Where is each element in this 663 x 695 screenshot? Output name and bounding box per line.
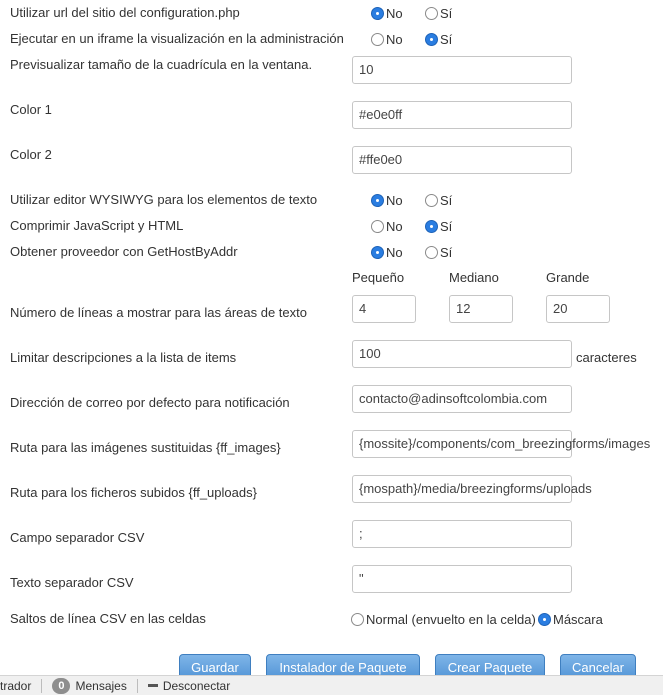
textarea-lines-small-input[interactable]: 4	[352, 295, 416, 323]
create-package-button[interactable]: Crear Paquete	[435, 654, 545, 684]
radio-selected-icon	[425, 33, 438, 46]
radio-selected-icon	[538, 613, 551, 626]
radio-unselected-icon	[371, 33, 384, 46]
radio-selected-icon	[371, 7, 384, 20]
wysiwyg-label: Utilizar editor WYSIWYG para los elementos de texto	[10, 192, 318, 207]
desc-limit-input[interactable]: 100	[352, 340, 572, 368]
csv-field-sep-input[interactable]: ;	[352, 520, 572, 548]
package-installer-button[interactable]: Instalador de Paquete	[266, 654, 420, 684]
desc-limit-label: Limitar descripciones a la lista de items	[10, 350, 237, 365]
radio-selected-icon	[425, 220, 438, 233]
status-bar	[0, 675, 663, 695]
textarea-lines-label: Número de líneas a mostrar para las áreas de texto	[10, 305, 307, 320]
csv-linebreaks-label: Saltos de línea CSV en las celdas	[10, 611, 206, 626]
messages-count-badge: 0	[52, 678, 70, 694]
radio-unselected-icon	[425, 7, 438, 20]
logout-status-item[interactable]	[138, 679, 240, 693]
use-site-url-label: Utilizar url del sitio del configuration.php	[10, 5, 240, 20]
images-path-input[interactable]: {mossite}/components/com_breezingforms/images	[352, 430, 572, 458]
csv-linebreaks-normal-radio[interactable]: Normal (envuelto en la celda)	[351, 612, 536, 627]
color2-label: Color 2	[10, 147, 52, 162]
radio-unselected-icon	[425, 246, 438, 259]
images-path-label: Ruta para las imágenes sustituidas {ff_images}	[10, 440, 281, 455]
messages-status-item[interactable]	[42, 679, 137, 693]
default-email-label: Dirección de correo por defecto para notificación	[10, 395, 290, 410]
use-site-url-no-radio[interactable]: No	[371, 6, 403, 21]
use-site-url-si-radio[interactable]: Sí	[425, 6, 452, 21]
gethost-si-radio[interactable]: Sí	[425, 245, 452, 260]
grid-preview-label: Previsualizar tamaño de la cuadrícula en la ventana.	[10, 57, 313, 72]
radio-selected-icon	[371, 246, 384, 259]
iframe-admin-label: Ejecutar en un iframe la visualización en la administración	[10, 31, 344, 46]
uploads-path-label: Ruta para los ficheros subidos {ff_uploads}	[10, 485, 257, 500]
logout-label: Desconectar	[162, 678, 231, 693]
radio-unselected-icon	[351, 613, 364, 626]
compress-label: Comprimir JavaScript y HTML	[10, 218, 184, 233]
compress-si-radio[interactable]: Sí	[425, 219, 452, 234]
admin-status-item[interactable]	[0, 679, 42, 693]
color2-input[interactable]: #ffe0e0	[352, 146, 572, 174]
cancel-button[interactable]: Cancelar	[560, 654, 636, 684]
color1-input[interactable]: #e0e0ff	[352, 101, 572, 129]
gethost-no-radio[interactable]: No	[371, 245, 403, 260]
radio-unselected-icon	[371, 220, 384, 233]
wysiwyg-no-radio[interactable]: No	[371, 193, 403, 208]
default-email-input[interactable]: contacto@adinsoftcolombia.com	[352, 385, 572, 413]
csv-linebreaks-mask-radio[interactable]: Máscara	[538, 612, 603, 627]
color1-label: Color 1	[10, 102, 52, 117]
uploads-path-input[interactable]: {mospath}/media/breezingforms/uploads	[352, 475, 572, 503]
csv-text-sep-label: Texto separador CSV	[10, 575, 134, 590]
wysiwyg-si-radio[interactable]: Sí	[425, 193, 452, 208]
large-header: Grande	[546, 270, 590, 285]
csv-text-sep-input[interactable]: "	[352, 565, 572, 593]
iframe-admin-no-radio[interactable]: No	[371, 32, 403, 47]
medium-header: Mediano	[449, 270, 499, 285]
messages-label: Mensajes	[75, 678, 127, 693]
iframe-admin-si-radio[interactable]: Sí	[425, 32, 452, 47]
gethost-label: Obtener proveedor con GetHostByAddr	[10, 244, 238, 259]
minus-icon	[148, 684, 158, 687]
compress-no-radio[interactable]: No	[371, 219, 403, 234]
radio-unselected-icon	[425, 194, 438, 207]
desc-limit-suffix: caracteres	[576, 350, 637, 365]
csv-field-sep-label: Campo separador CSV	[10, 530, 145, 545]
grid-preview-input[interactable]: 10	[352, 56, 572, 84]
small-header: Pequeño	[352, 270, 405, 285]
admin-status-text: trador	[0, 678, 32, 693]
textarea-lines-large-input[interactable]: 20	[546, 295, 610, 323]
radio-selected-icon	[371, 194, 384, 207]
save-button[interactable]: Guardar	[179, 654, 251, 684]
textarea-lines-medium-input[interactable]: 12	[449, 295, 513, 323]
